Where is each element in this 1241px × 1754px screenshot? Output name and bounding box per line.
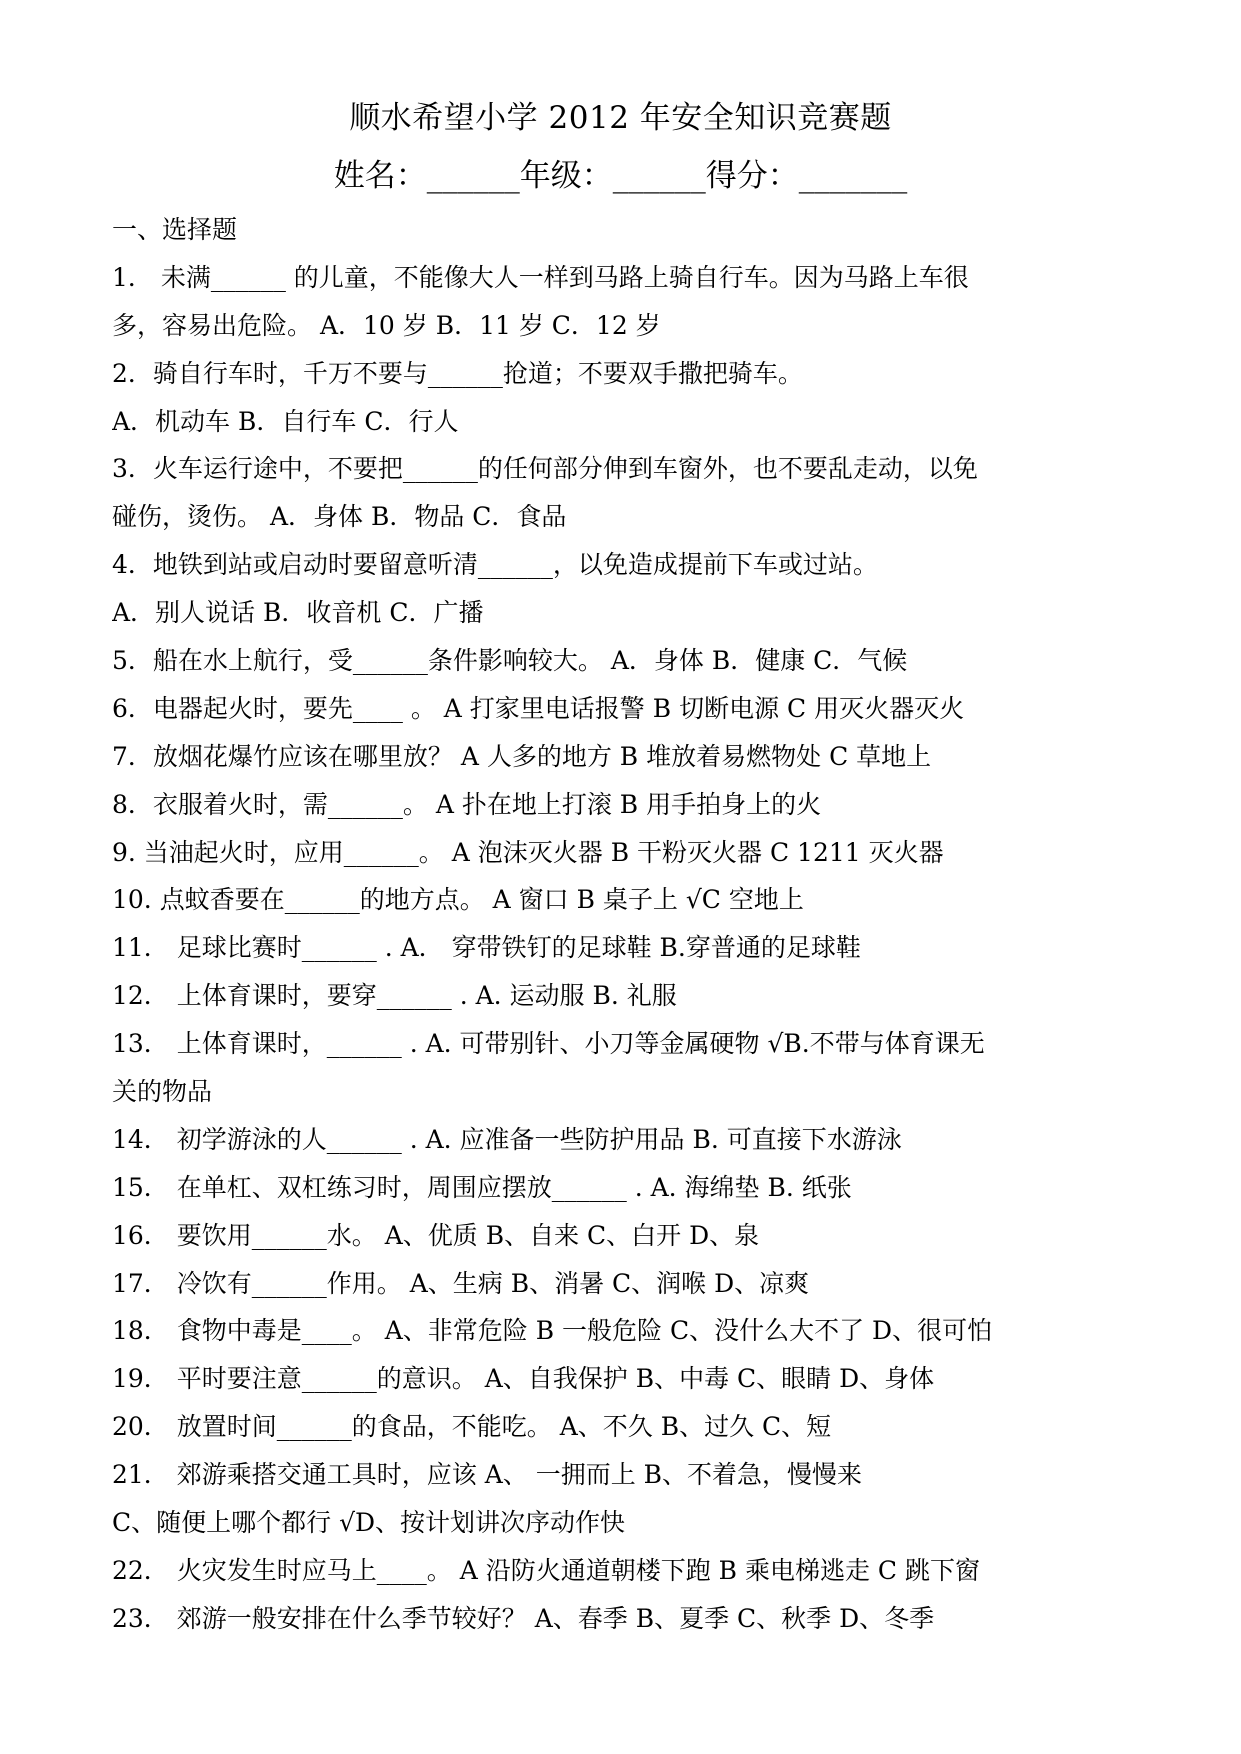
question-line: 6．电器起火时，要先____ 。 A 打家里电话报警 B 切断电源 C 用灭火器灭火 — [112, 693, 965, 723]
question-line: 碰伤，烫伤。 A．身体 B．物品 C．食品 — [112, 502, 567, 532]
question-line: 22． 火灾发生时应马上____。 A 沿防火通道朝楼下跑 B 乘电梯逃走 C 跳下窗 — [112, 1555, 980, 1585]
question-line: 13． 上体育课时，______ . A. 可带别针、小刀等金属硬物 √B.不带与体育课无 — [112, 1029, 985, 1059]
question-line: 18． 食物中毒是____。 A、非常危险 B 一般危险 C、没什么大不了 D、很可怕 — [112, 1316, 993, 1346]
question-line: 8．衣服着火时，需______。 A 扑在地上打滚 B 用手拍身上的火 — [112, 789, 822, 819]
question-line: 23． 郊游一般安排在什么季节较好？ A、春季 B、夏季 C、秋季 D、冬季 — [112, 1603, 935, 1633]
question-line: 关的物品 — [112, 1077, 213, 1107]
question-line: A．别人说话 B．收音机 C．广播 — [112, 598, 484, 628]
question-line: 1． 未满______ 的儿童，不能像大人一样到马路上骑自行车。因为马路上车很 — [112, 262, 969, 292]
question-line: 14． 初学游泳的人______ . A. 应准备一些防护用品 B. 可直接下水游泳 — [112, 1124, 902, 1154]
question-line: 15． 在单杠、双杠练习时，周围应摆放______ . A. 海绵垫 B. 纸张 — [112, 1172, 852, 1202]
question-line: 3．火车运行途中，不要把______的任何部分伸到车窗外，也不要乱走动，以免 — [112, 454, 978, 484]
question-line: 2．骑自行车时，千万不要与______抢道；不要双手撒把骑车。 — [112, 358, 803, 388]
section-heading: 一、选择题 — [112, 215, 238, 244]
question-line: 9. 当油起火时，应用______。 A 泡沫灭火器 B 干粉灭火器 C 1211 灭火器 — [112, 837, 944, 867]
question-line: C、随便上哪个都行 √D、按计划讲次序动作快 — [112, 1508, 626, 1538]
question-line: 16． 要饮用______水。 A、优质 B、自来 C、白开 D、泉 — [112, 1220, 760, 1250]
question-line: 10. 点蚊香要在______的地方点。 A 窗口 B 桌子上 √C 空地上 — [112, 885, 804, 915]
question-line: 17． 冷饮有______作用。 A、生病 B、消暑 C、润喉 D、凉爽 — [112, 1268, 810, 1298]
question-line: 12． 上体育课时，要穿______ . A. 运动服 B. 礼服 — [112, 981, 677, 1011]
question-list — [112, 206, 1132, 1643]
question-line: 11． 足球比赛时______ . A． 穿带铁钉的足球鞋 B.穿普通的足球鞋 — [112, 933, 861, 963]
question-line: 21． 郊游乘搭交通工具时，应该 A、 一拥而上 B、不着急，慢慢来 — [112, 1460, 863, 1490]
question-line: 20． 放置时间______的食品，不能吃。 A、不久 B、过久 C、短 — [112, 1412, 832, 1442]
question-line: 19． 平时要注意______的意识。 A、自我保护 B、中毒 C、眼睛 D、身体 — [112, 1364, 935, 1394]
question-line: 多，容易出危险。 A．10 岁 B．11 岁 C．12 岁 — [112, 310, 661, 340]
question-line: 5．船在水上航行，受______条件影响较大。 A．身体 B．健康 C．气候 — [112, 646, 908, 676]
question-line: 4．地铁到站或启动时要留意听清______，以免造成提前下车或过站。 — [112, 550, 878, 580]
student-info-line: 姓名：______年级：______得分：_______ — [333, 158, 908, 194]
question-line: 7．放烟花爆竹应该在哪里放？ A 人多的地方 B 堆放着易燃物处 C 草地上 — [112, 741, 932, 771]
question-line: A．机动车 B．自行车 C．行人 — [112, 406, 459, 436]
document-title: 顺水希望小学 2012 年安全知识竞赛题 — [349, 100, 892, 136]
